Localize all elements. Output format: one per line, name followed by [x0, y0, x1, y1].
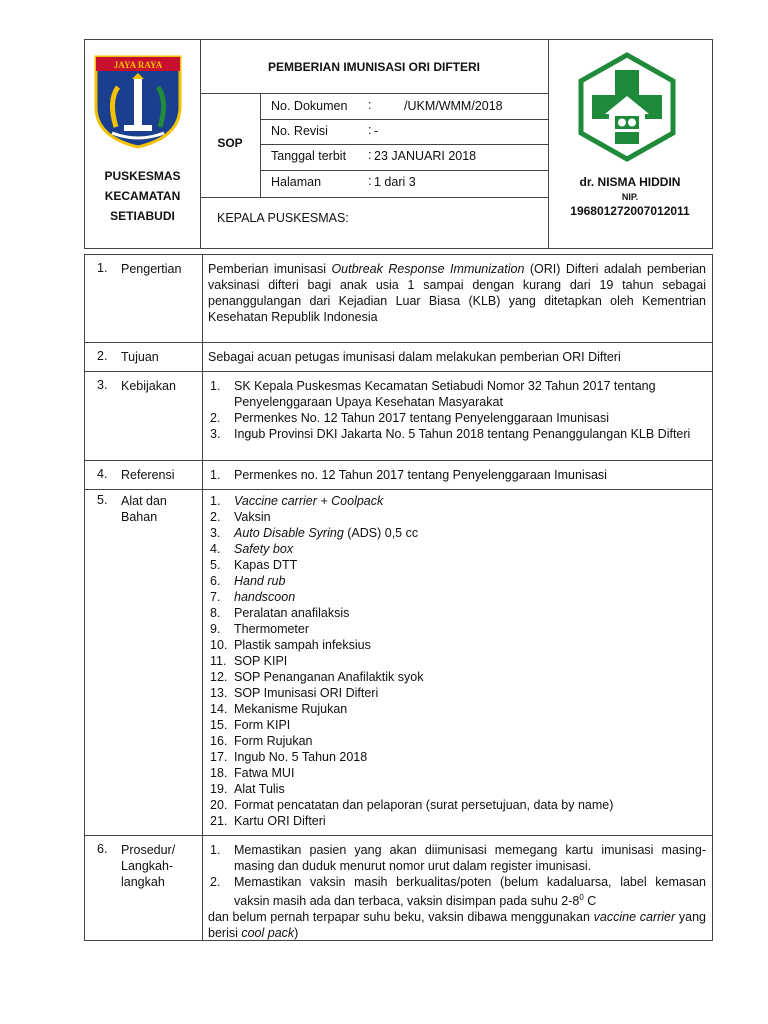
list-item: 12. SOP Penanganan Anafilaktik syok: [210, 670, 424, 684]
section-label-line1: Alat dan: [121, 494, 167, 508]
org-line-3: SETIABUDI: [110, 209, 175, 223]
section-label-line2: Bahan: [121, 510, 158, 524]
list-item-continuation: dan belum pernah terpapar suhu beku, vaksin dibawa menggunakan vaccine carrier yang berisi cool pack): [208, 910, 706, 941]
list-item: 10. Plastik sampah infeksius: [210, 638, 371, 652]
definition-term: Outbreak Response Immunization: [331, 262, 525, 276]
signer-nip-label: NIP.: [621, 192, 639, 202]
list-item: 6. Hand rub: [210, 574, 286, 588]
meta-value-date: 23 JANUARI 2018: [374, 149, 477, 163]
list-item: 3. Ingub Provinsi DKI Jakarta No. 5 Tahun 2018 tentang Penanggulangan KLB Difteri: [210, 427, 691, 441]
list-item: 4. Safety box: [210, 542, 294, 556]
document-header: JAYA RAYA PUSKESMAS KECAMATAN SETIABUDI PEMBERIAN IMUNISASI ORI DIFTERI SOP No. Dokumen : /UKM/WMM/2018 No. Revisi : - Tanggal terbit : 23 JANUARI 2018 Halaman : 1 dari 3 KEPALA PUSKESMAS: dr. NISMA HIDDIN NIP. 196801272007012011: [84, 39, 713, 249]
section-label: Tujuan: [121, 343, 203, 371]
list-item: 7. handscoon: [210, 590, 296, 604]
list-item: 1. Permenkes no. 12 Tahun 2017 tentang Penyelenggaraan Imunisasi: [210, 468, 607, 482]
list-item: 11. SOP KIPI: [210, 654, 288, 668]
org-line-2: KECAMATAN: [104, 189, 181, 203]
org-line-1: PUSKESMAS: [104, 169, 181, 183]
section-tujuan: [85, 343, 712, 372]
list-item: 5. Kapas DTT: [210, 558, 298, 572]
section-prosedur: [85, 836, 712, 941]
list-item: 2. Vaksin: [210, 510, 271, 524]
list-item: 14. Mekanisme Rujukan: [210, 702, 348, 716]
section-kebijakan: [85, 372, 712, 461]
meta-value-rev: -: [374, 124, 379, 138]
meta-label-doc: No. Dokumen: [271, 99, 348, 113]
definition-text-rest: (ORI) Difteri adalah pemberian vaksinasi difteri bagi anak usia 1 sampai dengan kurang dari 19 tahun sebagai penanggulangan dari Kejadian Luar Biasa (KLB) yang ditetapkan oleh Kementrian Kesehatan Republik Indonesia: [208, 262, 707, 324]
section-number: 6.: [97, 842, 108, 856]
document-title: PEMBERIAN IMUNISASI ORI DIFTERI: [267, 60, 480, 74]
list-item: 1. Vaccine carrier + Coolpack: [210, 494, 384, 508]
purpose-text: Sebagai acuan petugas imunisasi dalam melakukan pemberian ORI Difteri: [208, 350, 621, 364]
list-item: 2. Memastikan vaksin masih berkualitas/poten (belum kadaluarsa, label kemasan vaksin masih ada dan terbaca, vaksin disimpan pada suhu $2-8^0$ C: [210, 875, 706, 909]
meta-value-page: 1 dari 3: [374, 175, 416, 189]
section-label: Pengertian: [121, 255, 203, 342]
definition-text-start: Pemberian imunisasi: [208, 262, 332, 276]
list-item: 15. Form KIPI: [210, 718, 291, 732]
list-item: 1. SK Kepala Puskesmas Kecamatan Setiabudi Nomor 32 Tahun 2017 tentang Penyelenggaraan Upaya Kesehatan Masyarakat: [210, 379, 656, 409]
section-label-line3: langkah: [121, 875, 165, 889]
list-item: 3. Auto Disable Syring (ADS) 0,5 cc: [210, 526, 419, 540]
section-number: 3.: [97, 378, 108, 392]
section-number: 4.: [97, 467, 108, 481]
section-label-line2: Langkah-: [121, 859, 174, 873]
signer-nip: 196801272007012011: [570, 204, 690, 218]
section-label-line1: Prosedur/: [121, 843, 176, 857]
list-item: 1. Memastikan pasien yang akan diimunisasi memegang kartu imunisasi masing-masing dan duduk menurut nomor urut dalam register imunisasi.: [210, 843, 706, 873]
list-item: 2. Permenkes No. 12 Tahun 2017 tentang Penyelenggaraan Imunisasi: [210, 411, 610, 425]
signer-name: dr. NISMA HIDDIN: [579, 175, 681, 189]
meta-label-page: Halaman: [271, 175, 322, 189]
health-cross-logo-icon: [577, 52, 677, 162]
list-item: 19. Alat Tulis: [210, 782, 285, 796]
section-number: 5.: [97, 493, 108, 507]
sop-content-table: [84, 254, 713, 941]
meta-value-doc: /UKM/WMM/2018: [404, 99, 503, 113]
jaya-raya-crest: [88, 51, 188, 151]
list-item: 17. Ingub No. 5 Tahun 2018: [210, 750, 368, 764]
section-referensi: [85, 461, 712, 490]
sop-label: SOP: [217, 136, 243, 150]
list-item: 16. Form Rujukan: [210, 734, 313, 748]
head-of-puskesmas-label: KEPALA PUSKESMAS:: [217, 211, 349, 225]
section-number: 1.: [97, 261, 108, 275]
section-number: 2.: [97, 349, 108, 363]
section-label: Kebijakan: [121, 372, 203, 460]
list-item: 13. SOP Imunisasi ORI Difteri: [210, 686, 379, 700]
list-item: 9. Thermometer: [210, 622, 310, 636]
list-item: 20. Format pencatatan dan pelaporan (surat persetujuan, data by name): [210, 798, 614, 812]
section-pengertian: [85, 255, 712, 343]
meta-label-date: Tanggal terbit: [271, 149, 347, 163]
crest-banner-text: JAYA RAYA: [113, 60, 163, 70]
meta-label-rev: No. Revisi: [271, 124, 328, 138]
list-item: 18. Fatwa MUI: [210, 766, 295, 780]
section-alat-bahan: [85, 490, 712, 836]
list-item: 21. Kartu ORI Difteri: [210, 814, 326, 828]
list-item: 8. Peralatan anafilaksis: [210, 606, 350, 620]
section-label: Referensi: [121, 461, 203, 489]
